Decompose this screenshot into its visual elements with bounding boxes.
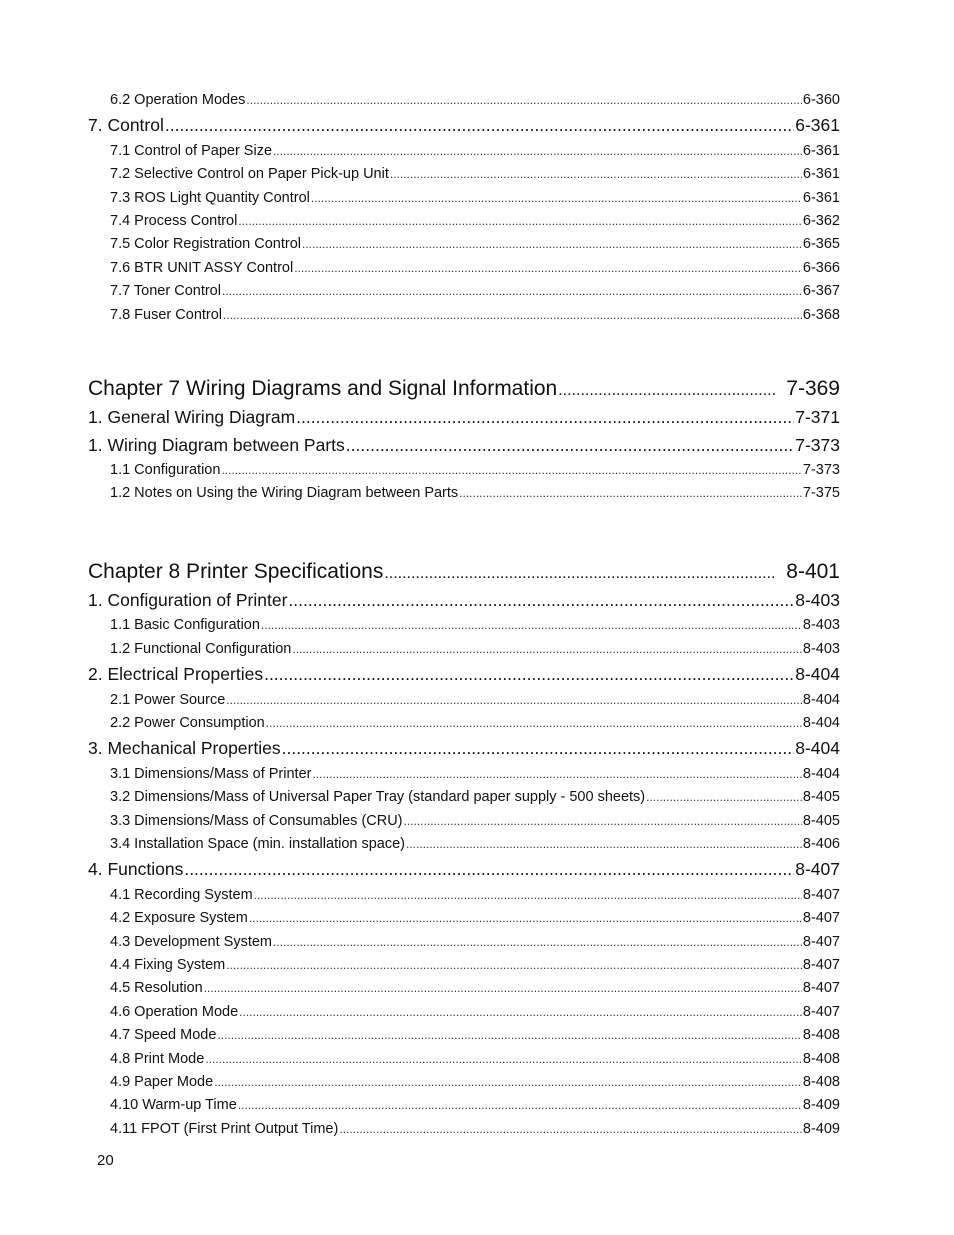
toc-entry-title: 1. General Wiring Diagram [88,407,296,428]
dot-leader [226,689,802,712]
toc-entry-title: 3.1 Dimensions/Mass of Printer [110,765,312,782]
toc-subsection-entry[interactable] [88,833,840,856]
toc-subsection-entry[interactable] [88,638,840,661]
dot-leader [273,931,802,954]
toc-entry-page: 8-405 [802,789,840,806]
dot-leader [266,712,802,735]
toc-entry-title: 7.4 Process Control [110,213,238,230]
toc-subsection-entry[interactable] [88,1071,840,1094]
toc-subsection-entry[interactable] [88,280,840,303]
toc-entry-title: 4.4 Fixing System [110,957,226,974]
toc-entry-title: 4.8 Print Mode [110,1050,205,1067]
toc-subsection-entry[interactable] [88,89,840,112]
toc-entry-page: 7-373 [802,462,840,479]
toc-entry-title: 4.5 Resolution [110,980,203,997]
toc-entry-title: 2.2 Power Consumption [110,714,265,731]
dot-leader [246,89,801,112]
dot-leader [558,375,776,406]
toc-entry-page: 8-407 [802,910,840,927]
toc-entry-page: 8-401 [786,559,840,583]
toc-entry-page: 8-407 [802,886,840,903]
dot-leader [221,459,801,482]
toc-entry-title: 4.1 Recording System [110,886,253,903]
dot-leader [311,187,802,210]
toc-entry-title: 4.9 Paper Mode [110,1074,214,1091]
dot-leader [217,1024,801,1047]
toc-subsection-entry[interactable] [88,210,840,233]
toc-entry-title: 2.1 Power Source [110,691,226,708]
toc-subsection-entry[interactable] [88,763,840,786]
toc-section-entry[interactable] [88,735,840,763]
toc-entry-title: 7.5 Color Registration Control [110,236,302,253]
toc-entry-page: 8-408 [802,1050,840,1067]
toc-entry-title: Chapter 8 Printer Specifications [88,559,384,583]
toc-section-chapter-6-continued [88,89,840,327]
dot-leader [261,614,802,637]
toc-entry-title: 7.1 Control of Paper Size [110,142,273,159]
toc-entry-page: 8-409 [802,1097,840,1114]
dot-leader [204,977,802,1000]
toc-entry-title: 1.1 Basic Configuration [110,617,260,634]
toc-entry-page: 6-362 [802,213,840,230]
toc-section-entry[interactable] [88,856,840,884]
toc-entry-title: 4.2 Exposure System [110,910,248,927]
toc-entry-title: 4. Functions [88,859,184,880]
dot-leader [249,907,802,930]
dot-leader [339,1118,802,1141]
toc-entry-title: 7.2 Selective Control on Paper Pick-up Unit [110,166,389,183]
toc-subsection-entry[interactable] [88,786,840,809]
toc-entry-page: 6-365 [802,236,840,253]
dot-leader [254,884,802,907]
toc-entry-title: 7.3 ROS Light Quantity Control [110,189,310,206]
toc-entry-page: 6-361 [795,115,840,136]
dot-leader [384,558,776,589]
toc-section-entry[interactable] [88,661,840,689]
toc-subsection-entry[interactable] [88,977,840,1000]
toc-entry-page: 8-407 [795,859,840,880]
toc-entry-page: 8-409 [802,1120,840,1137]
dot-leader [292,638,802,661]
toc-subsection-entry[interactable] [88,233,840,256]
toc-entry-page: 7-371 [795,407,840,428]
toc-entry-title: 7.7 Toner Control [110,283,221,300]
toc-section-chapter-8 [88,556,840,1141]
toc-entry-page: 8-406 [802,836,840,853]
toc-entry-page: 6-361 [802,166,840,183]
dot-leader [390,163,802,186]
toc-entry-page: 6-360 [802,92,840,108]
toc-entry-title: 1.2 Notes on Using the Wiring Diagram between Parts [110,485,459,502]
dot-leader [302,233,802,256]
toc-subsection-entry[interactable] [88,1024,840,1047]
toc-subsection-entry[interactable] [88,1118,840,1141]
dot-leader [288,587,794,615]
toc-subsection-entry[interactable] [88,482,840,505]
toc-entry-page: 7-373 [795,434,840,455]
toc-subsection-entry[interactable] [88,614,840,637]
toc-entry-title: 3.2 Dimensions/Mass of Universal Paper Tray (standard paper supply - 500 sheets) [110,789,646,806]
toc-entry-title: 2. Electrical Properties [88,664,264,685]
dot-leader [282,735,795,763]
toc-subsection-entry[interactable] [88,907,840,930]
dot-leader [294,257,802,280]
toc-chapter-entry[interactable] [88,373,840,404]
toc-entry-page: 7-375 [802,485,840,502]
toc-entry-title: 7.6 BTR UNIT ASSY Control [110,259,294,276]
toc-entry-title: 3.4 Installation Space (min. installation space) [110,836,405,853]
dot-leader [646,786,802,809]
dot-leader [239,1001,802,1024]
toc-entry-page: 8-404 [795,738,840,759]
toc-subsection-entry[interactable] [88,884,840,907]
toc-subsection-entry[interactable] [88,163,840,186]
toc-subsection-entry[interactable] [88,1094,840,1117]
toc-entry-title: 7.8 Fuser Control [110,306,223,323]
toc-subsection-entry[interactable] [88,304,840,327]
table-of-contents [88,89,840,1141]
toc-subsection-entry[interactable] [88,1001,840,1024]
dot-leader [184,856,794,884]
toc-section-entry[interactable] [88,404,840,432]
toc-entry-page: 8-403 [802,640,840,657]
toc-entry-page: 8-407 [802,980,840,997]
dot-leader [165,112,794,140]
dot-leader [273,140,802,163]
dot-leader [205,1048,802,1071]
toc-entry-page: 8-407 [802,933,840,950]
toc-subsection-entry[interactable] [88,810,840,833]
toc-entry-page: 6-361 [802,189,840,206]
toc-entry-page: 8-408 [802,1074,840,1091]
toc-entry-page: 6-361 [802,142,840,159]
toc-entry-page: 8-405 [802,812,840,829]
dot-leader [214,1071,802,1094]
toc-entry-title: Chapter 7 Wiring Diagrams and Signal Information [88,377,558,401]
toc-subsection-entry[interactable] [88,689,840,712]
toc-entry-page: 8-404 [802,765,840,782]
toc-subsection-entry[interactable] [88,257,840,280]
toc-section-chapter-7 [88,373,840,506]
toc-entry-page: 8-408 [802,1027,840,1044]
toc-entry-page: 6-368 [802,306,840,323]
dot-leader [459,482,802,505]
toc-entry-page: 6-367 [802,283,840,300]
toc-entry-page: 8-403 [795,589,840,610]
toc-entry-title: 3. Mechanical Properties [88,738,281,759]
toc-subsection-entry[interactable] [88,954,840,977]
toc-entry-title: 4.10 Warm-up Time [110,1097,237,1114]
toc-entry-title: 3.3 Dimensions/Mass of Consumables (CRU) [110,812,403,829]
toc-entry-page: 8-407 [802,1003,840,1020]
toc-entry-page: 7-369 [786,377,840,401]
toc-entry-title: 1.2 Functional Configuration [110,640,292,657]
toc-section-entry[interactable] [88,112,840,140]
toc-subsection-entry[interactable] [88,459,840,482]
toc-subsection-entry[interactable] [88,1048,840,1071]
toc-entry-page: 6-366 [802,259,840,276]
dot-leader [226,954,802,977]
toc-entry-title: 4.3 Development System [110,933,272,950]
dot-leader [404,810,802,833]
dot-leader [222,280,802,303]
dot-leader [312,763,801,786]
toc-entry-page: 8-407 [802,957,840,974]
dot-leader [406,833,802,856]
toc-entry-title: 4.11 FPOT (First Print Output Time) [110,1120,339,1137]
toc-chapter-entry[interactable] [88,556,840,587]
toc-entry-page: 8-404 [802,714,840,731]
toc-entry-title: 7. Control [88,115,164,136]
dot-leader [238,210,802,233]
dot-leader [296,404,794,432]
toc-subsection-entry[interactable] [88,931,840,954]
toc-section-entry[interactable] [88,587,840,615]
toc-subsection-entry[interactable] [88,187,840,210]
toc-entry-page: 8-404 [795,664,840,685]
dot-leader [346,432,794,460]
toc-subsection-entry[interactable] [88,712,840,735]
toc-subsection-entry[interactable] [88,140,840,163]
toc-entry-page: 8-404 [802,691,840,708]
dot-leader [223,304,802,327]
toc-entry-title: 1. Wiring Diagram between Parts [88,434,345,455]
page-number: 20 [97,1152,114,1169]
dot-leader [264,661,794,689]
toc-entry-title: 4.6 Operation Mode [110,1003,239,1020]
toc-entry-title: 6.2 Operation Modes [110,92,246,108]
toc-entry-title: 1. Configuration of Printer [88,589,288,610]
toc-entry-title: 1.1 Configuration [110,462,221,479]
dot-leader [238,1094,802,1117]
toc-section-entry[interactable] [88,432,840,460]
toc-entry-page: 8-403 [802,617,840,634]
toc-entry-title: 4.7 Speed Mode [110,1027,217,1044]
